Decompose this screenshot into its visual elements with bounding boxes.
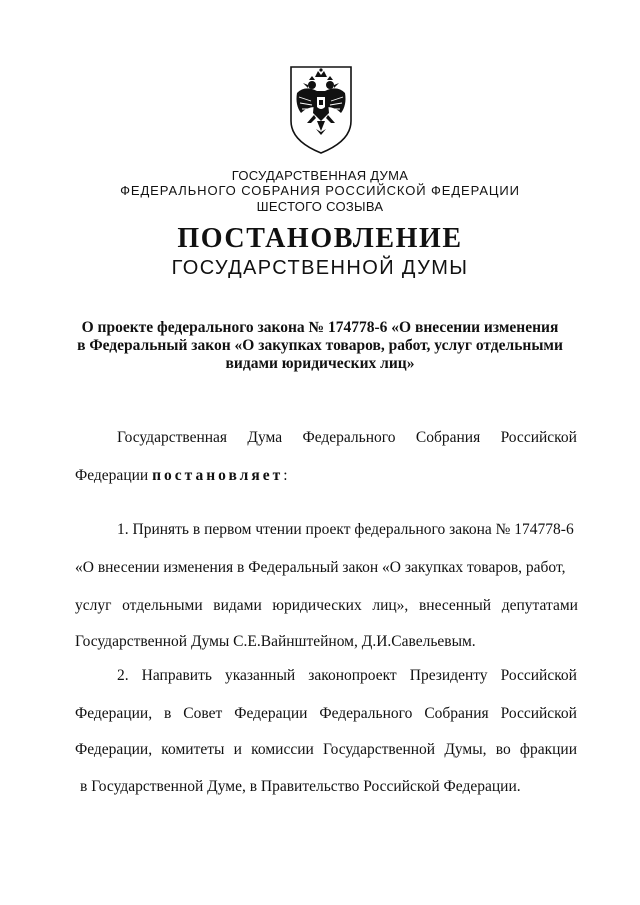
clause-1-line-1: 1. Принять в первом чтении проект федерального закона № 174778-6 [117, 521, 574, 538]
clause-word: Государственной [323, 741, 436, 758]
preamble-colon: : [283, 467, 288, 484]
subject-line-3: видами юридических лиц» [225, 355, 415, 372]
resolves-verb: постановляет [152, 467, 284, 484]
clause-1-line-3 [75, 596, 578, 616]
document-issuer: ГОСУДАРСТВЕННОЙ ДУМЫ [171, 257, 469, 279]
clause-2-line-2 [75, 704, 577, 724]
clause-word: комитеты [161, 741, 225, 758]
clause-word: фракции [519, 741, 577, 758]
clause-word: Совет [183, 705, 223, 722]
clause-word: Российской [500, 667, 577, 684]
clause-word: юридических [272, 597, 362, 614]
preamble-line-1 [117, 428, 577, 448]
clause-2-line-4: в Государственной Думе, в Правительство Российской Федерации. [80, 778, 521, 795]
preamble-word: Российской [500, 429, 577, 446]
clause-word: Думы, [444, 741, 487, 758]
clause-word: комиссии [251, 741, 314, 758]
convocation-line: ШЕСТОГО СОЗЫВА [256, 199, 384, 214]
preamble-word: Собрания [415, 429, 481, 446]
document-type: ПОСТАНОВЛЕНИЕ [177, 223, 463, 254]
clause-word: Направить [141, 667, 212, 684]
subject-line-1: О проекте федерального закона № 174778-6 «О внесении изменения [81, 319, 559, 336]
coat-of-arms-emblem [285, 63, 357, 157]
clause-word: депутатами [501, 597, 578, 614]
clause-word: лиц», [372, 597, 409, 614]
federal-assembly-line: ФЕДЕРАЛЬНОГО СОБРАНИЯ РОССИЙСКОЙ ФЕДЕРАЦИИ [120, 183, 520, 198]
clause-word: в [164, 705, 172, 722]
clause-word: во [495, 741, 511, 758]
clause-1-line-2: «О внесении изменения в Федеральный закон «О закупках товаров, работ, [75, 559, 566, 576]
clause-word: видами [213, 597, 262, 614]
clause-word: внесенный [418, 597, 492, 614]
preamble-word: Дума [247, 429, 283, 446]
clause-word: Президенту [409, 667, 488, 684]
clause-1-line-4: Государственной Думы С.Е.Вайнштейном, Д.И.Савельевым. [75, 633, 476, 650]
clause-2-line-1 [117, 666, 577, 686]
clause-word: отдельными [122, 597, 203, 614]
clause-word: услуг [75, 597, 112, 614]
clause-word: Собрания [424, 705, 489, 722]
clause-word: Российской [500, 705, 577, 722]
preamble-word: Федерального [302, 429, 396, 446]
clause-word: Федерации, [75, 741, 153, 758]
clause-word: Федерального [319, 705, 413, 722]
preamble-word: Государственная [117, 429, 228, 446]
clause-word: указанный [224, 667, 296, 684]
subject-line-2: в Федеральный закон «О закупках товаров, работ, услуг отдельными [77, 337, 563, 354]
preamble-text: Федерации [75, 467, 153, 484]
clause-word: Федерации, [75, 705, 153, 722]
clause-2-line-3 [75, 740, 577, 760]
clause-word: Федерации [234, 705, 308, 722]
clause-word: 2. [117, 667, 129, 684]
clause-word: законопроект [308, 667, 397, 684]
duma-title-line: ГОСУДАРСТВЕННАЯ ДУМА [231, 168, 409, 183]
clause-word: и [233, 741, 242, 758]
preamble-line-2 [75, 466, 288, 486]
